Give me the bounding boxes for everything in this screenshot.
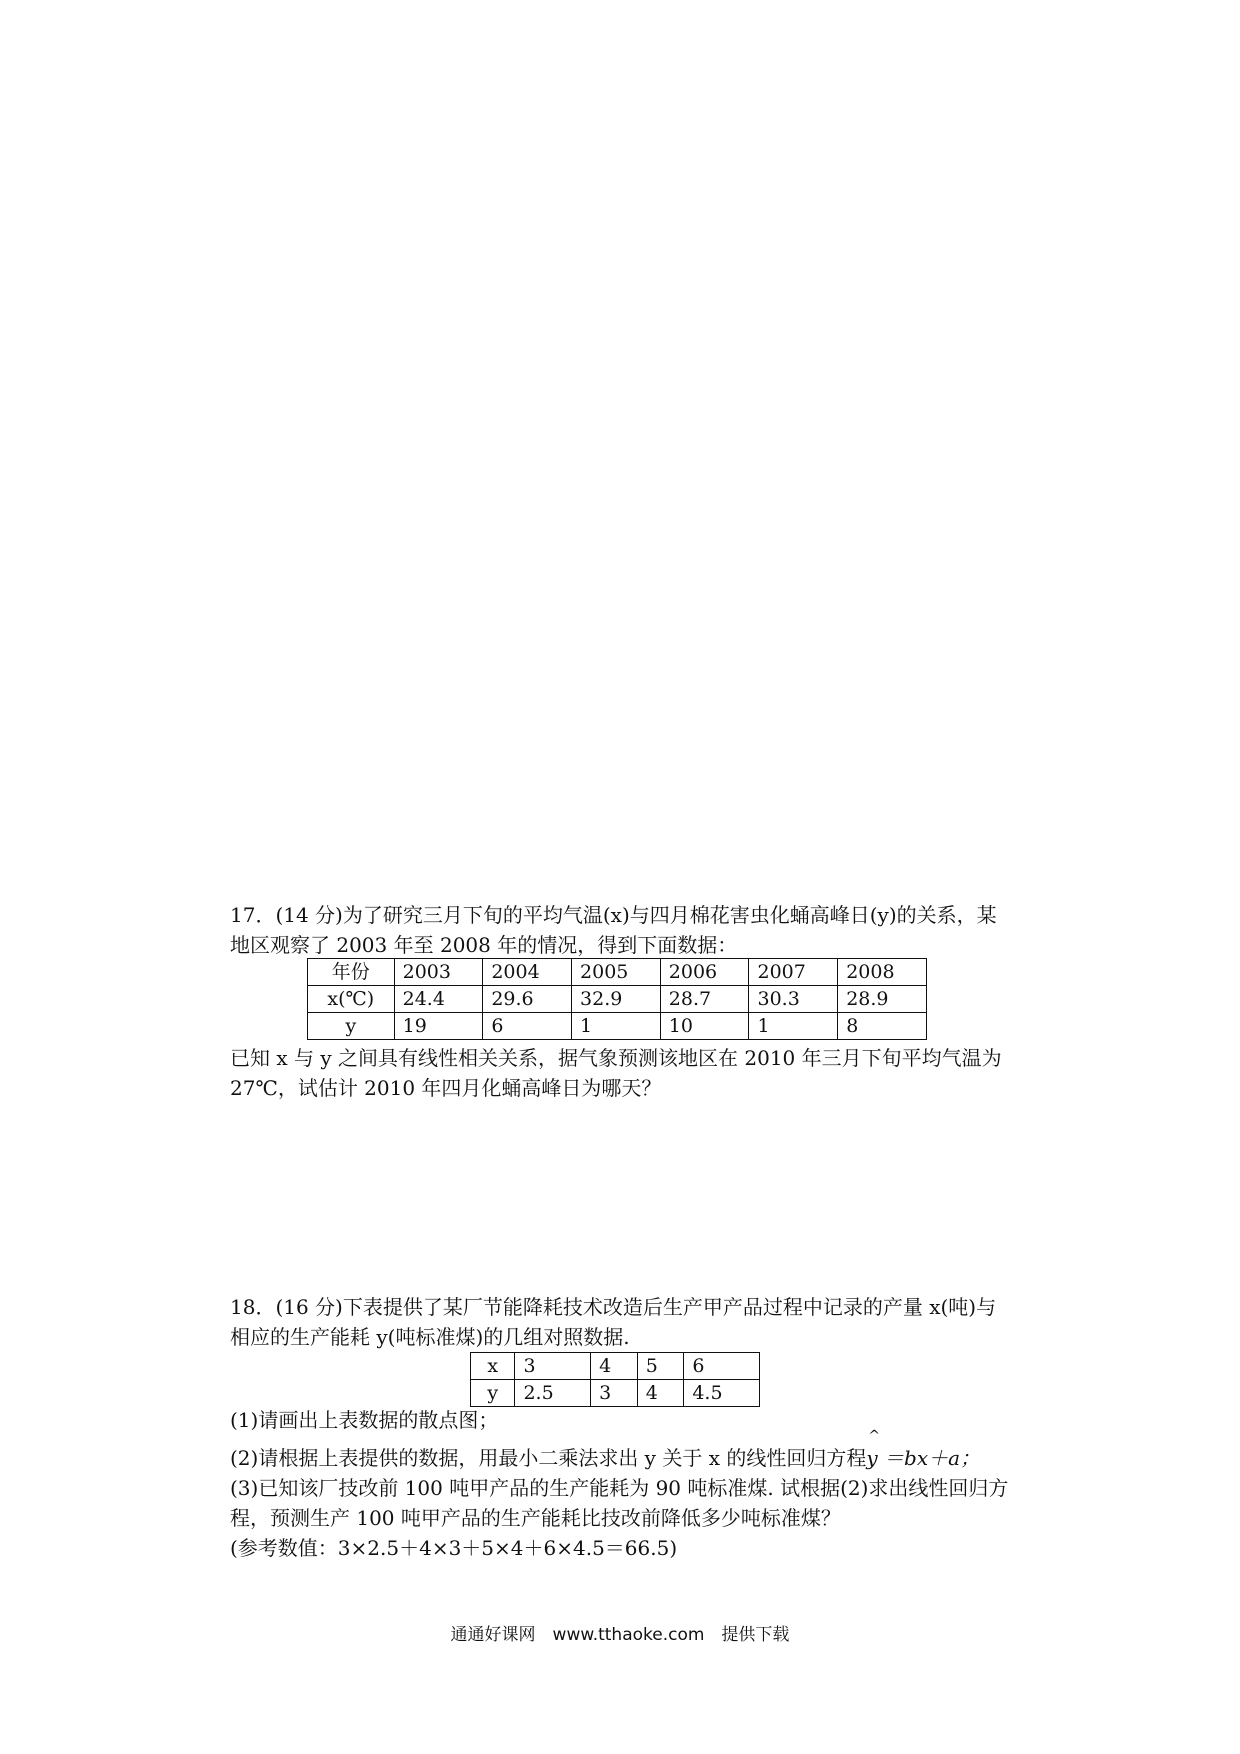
table-row [471, 1353, 760, 1380]
q17-line-2: 地区观察了 2003 年至 2008 年的情况，得到下面数据： [230, 933, 738, 957]
q17-line-3: 已知 x 与 y 之间具有线性相关关系，据气象预测该地区在 2010 年三月下旬平均气温为 [230, 1046, 1002, 1070]
q18-part-2-text: (2)请根据上表提供的数据，用最小二乘法求出 y 关于 x 的线性回归方程 [230, 1446, 867, 1470]
table-row [308, 986, 927, 1013]
table-cell: 30.3 [749, 986, 838, 1013]
q18-line-1: 18．(16 分)下表提供了某厂节能降耗技术改造后生产甲产品过程中记录的产量 x(吨)与 [230, 1295, 997, 1319]
table-cell: 28.9 [838, 986, 927, 1013]
table-cell: 5 [637, 1353, 684, 1380]
q18-part-3-line-1: (3)已知该厂技改前 100 吨甲产品的生产能耗为 90 吨标准煤. 试根据(2)求出线性回归方 [230, 1476, 1009, 1500]
table-row-header: y [308, 1013, 395, 1040]
table-cell: 2004 [483, 959, 572, 986]
table-row [308, 959, 927, 986]
q18-reference: (参考数值：3×2.5＋4×3＋5×4＋6×4.5＝66.5) [230, 1536, 678, 1560]
table-cell: 28.7 [660, 986, 749, 1013]
q18-part-2-equation: ＝bx＋a； [884, 1446, 981, 1470]
question-17 [230, 900, 1060, 960]
q18-part-1: (1)请画出上表数据的散点图； [230, 1408, 499, 1432]
table-cell: 29.6 [483, 986, 572, 1013]
table-row-header: y [471, 1380, 515, 1407]
table-cell: 8 [838, 1013, 927, 1040]
table-row-header: x(℃) [308, 986, 395, 1013]
q17-data-table [307, 958, 927, 1040]
table-cell: 2005 [572, 959, 661, 986]
table-row-header: 年份 [308, 959, 395, 986]
table-cell: 3 [515, 1353, 591, 1380]
table-row [471, 1380, 760, 1407]
table-cell: 19 [394, 1013, 483, 1040]
q18-data-table [470, 1352, 760, 1407]
y-hat-variable: y [866, 1446, 878, 1470]
table-cell: 1 [749, 1013, 838, 1040]
q17-line-4: 27℃，试估计 2010 年四月化蛹高峰日为哪天？ [230, 1076, 662, 1100]
table-cell: 6 [483, 1013, 572, 1040]
table-cell: 4.5 [684, 1380, 760, 1407]
question-18 [230, 1292, 1060, 1352]
table-cell: 2007 [749, 959, 838, 986]
table-cell: 4 [591, 1353, 638, 1380]
q18-line-2: 相应的生产能耗 y(吨标准煤)的几组对照数据. [230, 1325, 630, 1349]
table-cell: 32.9 [572, 986, 661, 1013]
q18-part-2 [230, 1428, 1060, 1473]
table-cell: 24.4 [394, 986, 483, 1013]
question-17-continued [230, 1043, 1060, 1103]
question-18-parts [230, 1405, 1060, 1563]
table-cell: 2003 [394, 959, 483, 986]
table-cell: 10 [660, 1013, 749, 1040]
table-cell: 2.5 [515, 1380, 591, 1407]
table-cell: 1 [572, 1013, 661, 1040]
table-cell: 4 [637, 1380, 684, 1407]
page-footer: 通通好课网 www.tthaoke.com 提供下载 [450, 1625, 790, 1645]
table-cell: 6 [684, 1353, 760, 1380]
table-row [308, 1013, 927, 1040]
q17-line-1: 17．(14 分)为了研究三月下旬的平均气温(x)与四月棉花害虫化蛹高峰日(y)的关系，某 [230, 903, 997, 927]
table-cell: 3 [591, 1380, 638, 1407]
table-cell: 2006 [660, 959, 749, 986]
q18-part-3-line-2: 程，预测生产 100 吨甲产品的生产能耗比技改前降低多少吨标准煤？ [230, 1506, 841, 1530]
table-row-header: x [471, 1353, 515, 1380]
table-cell: 2008 [838, 959, 927, 986]
y-hat [866, 1428, 881, 1473]
hat-symbol: ^ [868, 1428, 881, 1444]
